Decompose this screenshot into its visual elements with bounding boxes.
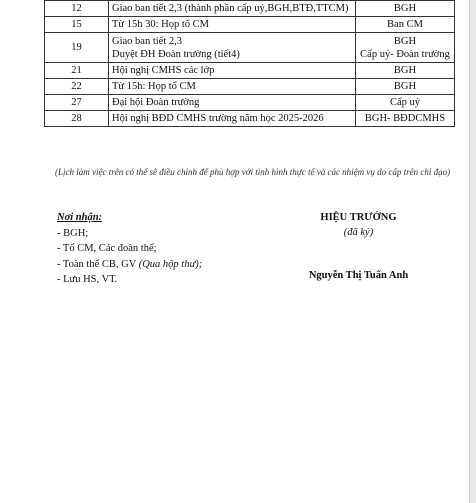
day-cell: 22 bbox=[45, 79, 109, 95]
day-cell: 28 bbox=[45, 111, 109, 127]
table-row bbox=[45, 95, 455, 111]
recipient-note: (Qua hộp thư); bbox=[138, 258, 203, 270]
responsible-text: Ban CM bbox=[387, 19, 423, 30]
content-text: Từ 15h 30: Họp tổ CM bbox=[112, 19, 209, 30]
responsible-cell bbox=[356, 17, 455, 33]
signed-status: (đã ký) bbox=[343, 227, 374, 238]
recipient-item bbox=[57, 226, 277, 242]
signer-name: Nguyễn Thị Tuấn Anh bbox=[308, 270, 409, 281]
recipient-item bbox=[57, 241, 277, 257]
table-row bbox=[45, 1, 455, 17]
schedule-note: (Lịch làm việc trên có thể sẽ điều chỉnh để phù hợp với tình hình thực tế và các nhiệm vụ do cấp trên chỉ đạo) bbox=[55, 167, 451, 177]
table-row bbox=[45, 111, 455, 127]
content-cell bbox=[109, 1, 356, 17]
day-cell: 27 bbox=[45, 95, 109, 111]
content-cell bbox=[109, 79, 356, 95]
recipients-heading: Nơi nhận: bbox=[57, 212, 103, 223]
responsible-text: Cấp uỷ- Đoàn trường bbox=[360, 48, 450, 60]
content-cell bbox=[109, 63, 356, 79]
responsible-text: BGH- BĐDCMHS bbox=[364, 113, 446, 124]
table-row bbox=[45, 63, 455, 79]
window-edge bbox=[469, 0, 476, 503]
content-text: Giao ban tiết 2,3 (thành phần cấp uỷ,BGH,BTĐ,TTCM) bbox=[112, 3, 349, 14]
content-text: Hội nghị CMHS các lớp bbox=[112, 65, 215, 76]
day-cell: 12 bbox=[45, 1, 109, 17]
responsible-cell bbox=[356, 63, 455, 79]
signature-block bbox=[296, 210, 421, 281]
recipient-text: - Toàn thể CB, GV bbox=[57, 258, 139, 270]
day-cell: 21 bbox=[45, 63, 109, 79]
signer-title: HIỆU TRƯỞNG bbox=[320, 212, 397, 223]
responsible-text: Cấp uỷ bbox=[389, 97, 421, 108]
content-cell bbox=[109, 95, 356, 111]
responsible-cell bbox=[356, 33, 455, 63]
recipient-item bbox=[57, 257, 277, 273]
day-cell: 19 bbox=[45, 33, 109, 63]
recipients-block bbox=[57, 210, 277, 288]
content-text: Hội nghị BĐD CMHS trường năm học 2025-2026 bbox=[112, 113, 324, 124]
content-text: Đại hội Đoàn trường bbox=[112, 97, 200, 108]
responsible-text: BGH bbox=[393, 3, 417, 14]
day-cell: 15 bbox=[45, 17, 109, 33]
table-row bbox=[45, 17, 455, 33]
responsible-text: BGH bbox=[393, 65, 417, 76]
content-cell bbox=[109, 111, 356, 127]
responsible-cell bbox=[356, 79, 455, 95]
content-cell bbox=[109, 17, 356, 33]
recipient-text: - Tổ CM, Các đoàn thể; bbox=[57, 243, 157, 254]
table-row bbox=[45, 33, 455, 63]
content-cell bbox=[109, 33, 356, 63]
content-text: Từ 15h: Họp tổ CM bbox=[112, 81, 196, 92]
responsible-text: BGH bbox=[393, 35, 417, 47]
recipient-text: - BGH; bbox=[57, 227, 89, 239]
content-text: Duyệt ĐH Đoàn trường (tiết4) bbox=[112, 48, 240, 60]
responsible-cell bbox=[356, 95, 455, 111]
table-row bbox=[45, 79, 455, 95]
schedule-table bbox=[44, 0, 455, 127]
content-text: Giao ban tiết 2,3 bbox=[112, 35, 182, 47]
responsible-cell bbox=[356, 111, 455, 127]
responsible-cell bbox=[356, 1, 455, 17]
recipient-item bbox=[57, 272, 277, 288]
responsible-text: BGH bbox=[393, 81, 417, 92]
recipient-text: - Lưu HS, VT. bbox=[57, 274, 118, 285]
